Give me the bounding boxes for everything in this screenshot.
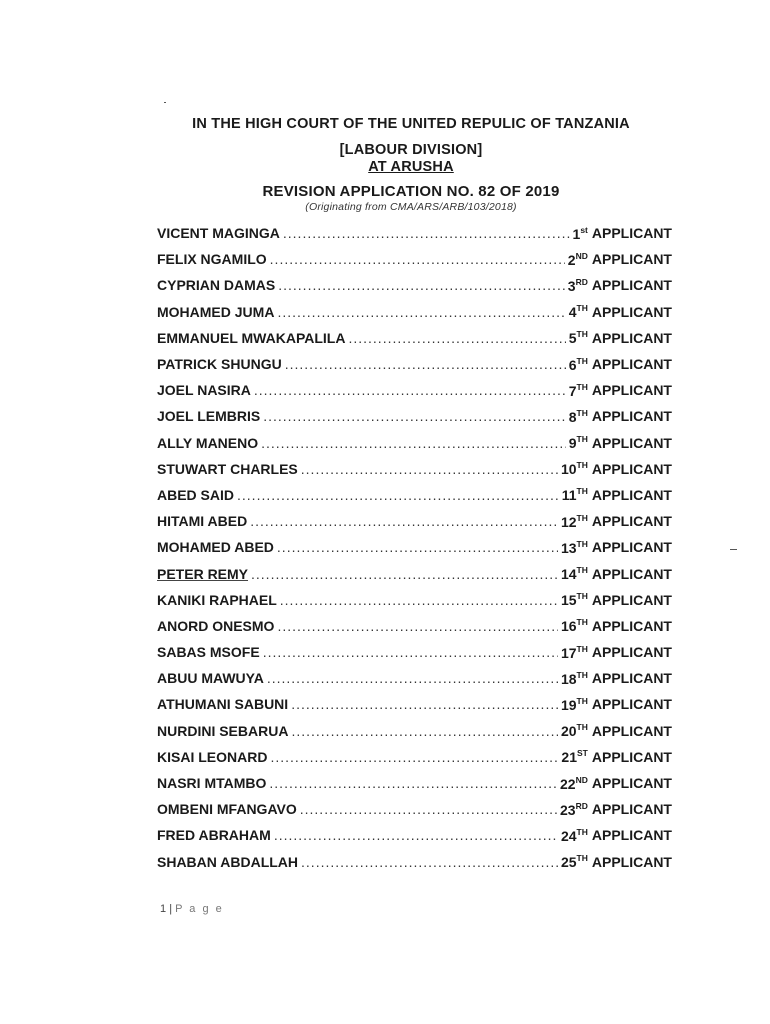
applicant-name: FELIX NGAMILO [157, 251, 267, 268]
applicant-row [157, 665, 672, 691]
applicant-name: PATRICK SHUNGU [157, 356, 282, 373]
ordinal-number: 7 [568, 382, 577, 399]
page-word: P a g e [175, 903, 224, 915]
ordinal-number: 4 [568, 304, 577, 321]
applicant-row [157, 220, 672, 246]
applicant-role: APPLICANT [591, 617, 672, 634]
applicant-row [157, 299, 672, 325]
dot-leader [300, 801, 557, 817]
page-number: 1 [160, 903, 167, 915]
applicant-row [157, 849, 672, 875]
dot-leader [301, 854, 558, 870]
applicant-name: JOEL NASIRA [157, 382, 251, 399]
ordinal-number: 15 [560, 592, 577, 609]
applicant-ordinal [569, 382, 588, 399]
applicant-name: ABUU MAWUYA [157, 670, 264, 687]
scan-speck [730, 549, 737, 550]
applicant-ordinal [569, 329, 588, 346]
ordinal-suffix: TH [576, 853, 588, 864]
ordinal-suffix: TH [576, 303, 588, 314]
applicant-role: APPLICANT [591, 670, 672, 687]
applicant-role: APPLICANT [591, 539, 672, 556]
dot-leader [277, 304, 565, 320]
ordinal-number: 11 [561, 487, 577, 504]
applicant-name: ABED SAID [157, 486, 235, 503]
applicant-ordinal [561, 591, 588, 608]
applicant-name: CYPRIAN DAMAS [157, 277, 276, 294]
applicant-role: APPLICANT [591, 644, 672, 661]
applicant-name: JOEL LEMBRIS [157, 408, 261, 425]
ordinal-number: 10 [560, 461, 577, 478]
footer-separator: | [169, 903, 173, 915]
applicant-ordinal [561, 670, 588, 687]
applicant-ordinal [561, 539, 588, 556]
applicant-ordinal [569, 303, 588, 320]
applicant-name: NASRI MTAMBO [157, 775, 267, 792]
dot-leader [291, 696, 558, 712]
ordinal-number: 17 [560, 644, 577, 661]
ordinal-number: 21 [561, 749, 577, 766]
applicant-ordinal [561, 617, 588, 634]
applicant-name: FRED ABRAHAM [157, 827, 271, 844]
ordinal-suffix: TH [576, 460, 588, 471]
ordinal-number: 3 [567, 277, 576, 294]
applicant-ordinal [561, 565, 588, 582]
dot-leader [237, 487, 559, 503]
applicant-ordinal [569, 408, 588, 425]
dot-leader [250, 513, 558, 529]
ordinal-number: 22 [560, 775, 576, 792]
dot-leader [263, 408, 566, 424]
ordinal-suffix: TH [576, 329, 588, 340]
applicant-name: HITAMI ABED [157, 513, 248, 530]
applicant-role: APPLICANT [591, 460, 672, 477]
dot-leader [274, 827, 558, 843]
applicant-role: APPLICANT [591, 801, 672, 818]
dot-leader [280, 592, 558, 608]
applicant-role: APPLICANT [591, 356, 672, 373]
location-title: AT ARUSHA [368, 159, 454, 175]
application-number: REVISION APPLICATION NO. 82 OF 2019 [262, 183, 560, 200]
applicant-row [157, 351, 672, 377]
applicant-row [157, 482, 672, 508]
applicant-row [157, 822, 672, 848]
applicant-ordinal [561, 722, 588, 739]
applicant-name: VICENT MAGINGA [157, 225, 280, 242]
ordinal-suffix: TH [576, 538, 588, 549]
applicant-name: NURDINI SEBARUA [157, 722, 289, 739]
applicant-name: KANIKI RAPHAEL [157, 591, 277, 608]
ordinal-number: 13 [560, 539, 577, 556]
applicant-row [157, 718, 672, 744]
dot-leader [269, 775, 557, 791]
ordinal-number: 6 [568, 356, 577, 373]
ordinal-suffix: TH [576, 722, 588, 733]
dot-leader [348, 330, 565, 346]
ordinal-number: 1 [572, 225, 581, 242]
applicant-ordinal [560, 801, 588, 818]
ordinal-suffix: TH [576, 565, 588, 576]
ordinal-suffix: TH [576, 486, 588, 497]
applicant-role: APPLICANT [591, 565, 672, 582]
ordinal-number: 5 [568, 330, 577, 347]
ordinal-suffix: RD [575, 276, 588, 287]
ordinal-number: 9 [568, 435, 577, 452]
applicant-role: APPLICANT [591, 827, 672, 844]
dot-leader [270, 749, 558, 765]
applicant-row [157, 613, 672, 639]
applicant-row [157, 325, 672, 351]
ordinal-number: 20 [560, 723, 577, 740]
applicant-role: APPLICANT [591, 434, 672, 451]
dot-leader [251, 566, 558, 582]
dot-leader [277, 539, 558, 555]
applicant-name: ANORD ONESMO [157, 617, 275, 634]
applicant-role: APPLICANT [591, 853, 672, 870]
applicant-row [157, 456, 672, 482]
dot-leader [301, 461, 558, 477]
applicant-name: PETER REMY [157, 565, 249, 582]
applicant-role: APPLICANT [591, 748, 672, 765]
applicant-role: APPLICANT [591, 329, 672, 346]
ordinal-suffix: TH [576, 407, 588, 418]
applicant-role: APPLICANT [591, 303, 672, 320]
applicant-row [157, 403, 672, 429]
applicant-ordinal [569, 356, 588, 373]
applicant-row [157, 377, 672, 403]
ordinal-number: 18 [560, 670, 577, 687]
dot-leader [270, 251, 565, 267]
applicant-name: STUWART CHARLES [157, 460, 298, 477]
ordinal-number: 14 [560, 566, 577, 583]
applicant-name: ALLY MANENO [157, 434, 259, 451]
dot-leader [278, 277, 565, 293]
applicant-name: OMBENI MFANGAVO [157, 801, 297, 818]
dot-leader [277, 618, 558, 634]
applicant-role: APPLICANT [591, 382, 672, 399]
applicant-role: APPLICANT [591, 277, 672, 294]
page-footer [160, 903, 224, 915]
scan-speck [164, 102, 166, 103]
dot-leader [283, 225, 570, 241]
ordinal-number: 12 [560, 513, 577, 530]
applicant-ordinal [562, 486, 588, 503]
applicant-ordinal [561, 644, 588, 661]
applicant-name: MOHAMED ABED [157, 539, 274, 556]
dot-leader [285, 356, 566, 372]
applicants-list [157, 220, 672, 875]
ordinal-suffix: TH [576, 591, 588, 602]
applicant-row [157, 508, 672, 534]
ordinal-number: 19 [560, 696, 577, 713]
applicant-ordinal [561, 827, 588, 844]
applicant-name: SABAS MSOFE [157, 644, 260, 661]
applicant-name: KISAI LEONARD [157, 748, 268, 765]
ordinal-suffix: TH [576, 381, 588, 392]
applicant-row [157, 587, 672, 613]
division-title: [LABOUR DIVISION] [339, 142, 483, 158]
applicant-row [157, 770, 672, 796]
applicant-ordinal [569, 434, 588, 451]
applicant-role: APPLICANT [591, 591, 672, 608]
ordinal-suffix: TH [576, 826, 588, 837]
applicant-role: APPLICANT [591, 775, 672, 792]
applicant-name: EMMANUEL MWAKAPALILA [157, 329, 346, 346]
ordinal-number: 23 [560, 801, 576, 818]
applicant-role: APPLICANT [591, 408, 672, 425]
applicant-row [157, 560, 672, 586]
ordinal-suffix: RD [575, 800, 588, 811]
applicant-ordinal [568, 277, 588, 294]
ordinal-suffix: TH [576, 695, 588, 706]
applicant-ordinal [561, 513, 588, 530]
ordinal-number: 16 [560, 618, 577, 635]
applicant-row [157, 639, 672, 665]
ordinal-suffix: ND [575, 774, 588, 785]
applicant-role: APPLICANT [591, 513, 672, 530]
court-title: IN THE HIGH COURT OF THE UNITED REPULIC OF TANZANIA [192, 116, 630, 132]
applicant-name: ATHUMANI SABUNI [157, 696, 289, 713]
applicant-ordinal [560, 775, 588, 792]
applicant-row [157, 272, 672, 298]
ordinal-suffix: TH [576, 669, 588, 680]
applicant-role: APPLICANT [591, 225, 672, 242]
ordinal-number: 25 [560, 854, 577, 871]
applicant-row [157, 534, 672, 560]
applicant-row [157, 430, 672, 456]
dot-leader [261, 435, 566, 451]
applicant-ordinal [561, 853, 588, 870]
ordinal-suffix: TH [576, 355, 588, 366]
ordinal-suffix: TH [576, 434, 588, 445]
applicant-role: APPLICANT [591, 486, 672, 503]
dot-leader [254, 382, 566, 398]
applicant-name: MOHAMED JUMA [157, 303, 275, 320]
origin-note: (Originating from CMA/ARS/ARB/103/2018) [305, 201, 517, 213]
ordinal-suffix: TH [576, 643, 588, 654]
applicant-ordinal [568, 251, 588, 268]
ordinal-number: 8 [568, 408, 577, 425]
ordinal-suffix: TH [576, 512, 588, 523]
applicant-role: APPLICANT [591, 251, 672, 268]
applicant-row [157, 796, 672, 822]
dot-leader [263, 644, 558, 660]
applicant-ordinal [573, 225, 588, 242]
applicant-ordinal [561, 696, 588, 713]
ordinal-suffix: ND [575, 250, 588, 261]
ordinal-number: 2 [567, 251, 576, 268]
dot-leader [291, 723, 558, 739]
ordinal-number: 24 [560, 827, 577, 844]
dot-leader [267, 670, 558, 686]
ordinal-suffix: TH [576, 617, 588, 628]
applicant-row [157, 246, 672, 272]
applicant-row [157, 691, 672, 717]
applicant-name: SHABAN ABDALLAH [157, 853, 299, 870]
applicant-row [157, 744, 672, 770]
applicant-ordinal [561, 460, 588, 477]
applicant-role: APPLICANT [591, 722, 672, 739]
ordinal-suffix: st [580, 224, 588, 235]
applicant-role: APPLICANT [591, 696, 672, 713]
ordinal-suffix: ST [577, 748, 588, 759]
applicant-ordinal [561, 748, 587, 765]
